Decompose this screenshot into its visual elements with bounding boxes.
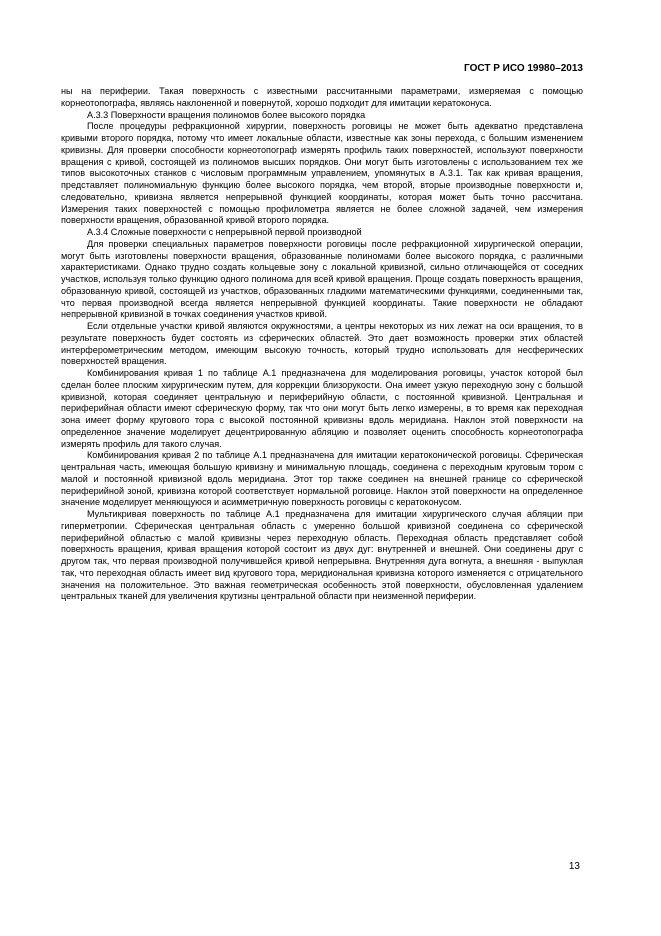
document-body bbox=[61, 86, 583, 603]
paragraph: Комбинирования кривая 1 по таблице А.1 предназначена для моделирования роговицы, участок которой был сделан более плоским хирургическим путем, для коррекции близорукости. Она имеет узкую переходную зону с большой кривизной, которая соединяет центральную и периферийную области, с постоянной кривизной. Центральная и периферийная области имеют сферическую форму, так что они могут быть легко измерены, в то время как переходная зона имеет форму кругового тора с высокой постоянной кривизны вдоль меридиана. Наклон этой поверхности на определенное значение моделирует децентрированную абляцию и позволяет оценить способность корнеотопографа измерять профиль для такого случая. bbox=[61, 368, 583, 449]
paragraph: Для проверки специальных параметров поверхности роговицы после рефракционной хирургической операции, могут быть изготовлены поверхности вращения, образованные полиномами более высокого порядка, с различными характеристиками. Однако трудно создать кольцевые зону с локальной кривизной, сильно отличающейся от соседних участков, используя только функцию одного полинома для всей кривой вращения. Проще создать поверхность вращения, образованную кривой, состоящей из участков, образованных гладкими математическими функциями, соединенными так, что первая производной всегда является непрерывной функцией координаты. Такие поверхности не обладают непрерывной кривизной в точках соединения участков кривой. bbox=[61, 238, 583, 320]
section-heading: А.3.4 Сложные поверхности с непрерывной первой производной bbox=[87, 227, 362, 237]
paragraph: После процедуры рефракционной хирургии, поверхность роговицы не может быть адекватно представлена кривыми второго порядка, потому что имеет локальные области, известные как зоны перехода, с большим изменением кривизны. Для проверки способности корнеотопограф измерять профиль таких поверхностей, используют поверхности вращения с кривой, состоящей из полиномов высших порядков. Они могут быть изготовлены с использованием тех же типов высокоточных станков с числовым программным управлением, упомянутых в А.3.1. Так как кривая вращения, представляет полиномиальную функцию более высокого порядка, чем второй, вторые производные поверхности и, следовательно, кривизна является непрерывной функцией координаты, которая может быть точно рассчитана. Измерения таких поверхностей с помощью профилометра является не более сложной задачей, чем измерения поверхности вращения, образованной кривой второго порядка. bbox=[61, 121, 583, 226]
paragraph: Если отдельные участки кривой являются окружностями, а центры некоторых из них лежат на оси вращения, то в результате поверхность будет состоять из сферических областей. Это дает возможность проверки этих областей интерферометрическим методом, имеющим высокую точность, который трудно использовать для несферических поверхностей вращения. bbox=[61, 321, 583, 367]
paragraph: ны на периферии. Такая поверхность с известными рассчитанными параметрами, измеряемая с помощью корнеотопографа, являясь наклоненной и повернутой, хорошо подходит для имитации кератоконуса. bbox=[61, 86, 583, 108]
section-heading: А.3.3 Поверхности вращения полиномов более высокого порядка bbox=[87, 109, 366, 120]
paragraph: Мультикривая поверхность по таблице А.1 предназначена для имитации хирургического случая абляции при гиперметропии. Сферическая центральная область с умеренно большой кривизной соединена со сферической периферийной областью с малой кривизны через переходную область. Переходная область представляет собой поверхность вращения, кривая вращения которой состоит из двух дуг: внутренней и внешней. Они соединены друг с другом так, что первая производной получившейся кривой непрерывна. Внутренняя дуга вогнута, а внешняя - выпуклая так, что переходная область имеет вид кругового тора, меридиональная кривизна которого изменяется с отрицательного значения на положительное. Это важная геометрическая особенность этой поверхности, обусловленная удалением центральных тканей для увеличения крутизны центральной области при неизменной периферии. bbox=[61, 509, 583, 602]
paragraph: Комбинирования кривая 2 по таблице А.1 предназначена для имитации кератоконической роговицы. Сферическая центральная часть, имеющая большую кривизну и минимальную площадь, соединена с переходным круговым тором с малой и постоянной кривизной вдоль меридиана. Этот тор также соединен на внешней границе со сферической периферийной зоной, кривизна которой соответствует нормальной роговице. Наклон этой поверхности на определенное значение моделирует меняющуюся и асимметричную поверхность роговицы с кератоконусом. bbox=[61, 450, 583, 508]
page-number: 13 bbox=[568, 861, 580, 872]
standard-header: ГОСТ Р ИСО 19980–2013 bbox=[464, 63, 583, 74]
